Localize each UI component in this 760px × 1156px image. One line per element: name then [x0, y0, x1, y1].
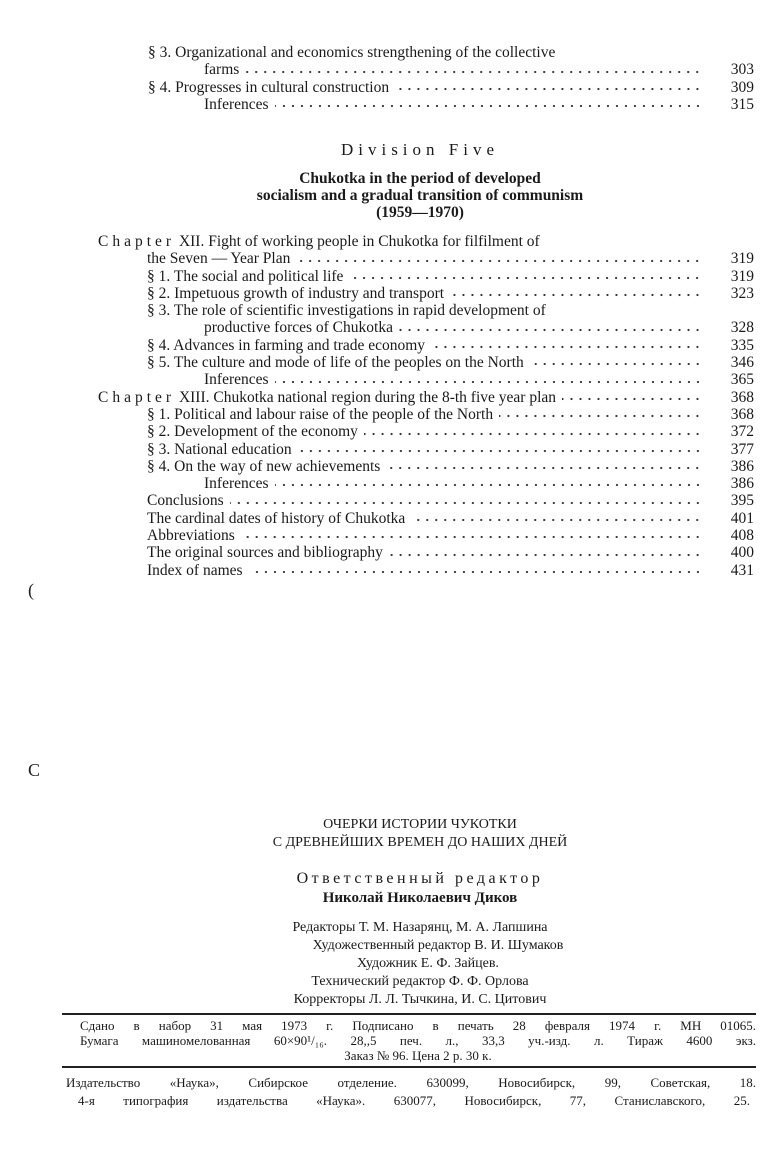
toc-entry-page: 365 [730, 371, 754, 389]
toc-entry-page: 319 [730, 267, 754, 285]
toc-entry [0, 527, 760, 544]
toc-entry [0, 250, 760, 267]
toc-division-five-list [0, 233, 760, 579]
toc-entry [0, 389, 760, 406]
toc-entry [0, 371, 760, 388]
divider-top [62, 1013, 756, 1015]
toc-entry-page: 400 [730, 544, 754, 562]
dot-leader [499, 413, 702, 419]
toc-entry-page: 386 [730, 475, 754, 493]
dot-leader [245, 69, 702, 75]
credits-proofreaders: Корректоры Л. Л. Тычкина, И. С. Цитович [293, 992, 547, 1007]
dot-leader [386, 465, 702, 471]
toc-entry-label [204, 96, 275, 113]
division-title-line-1: Chukotka in the period of developed [299, 170, 541, 187]
toc-entry [0, 354, 760, 371]
publisher-line-2: 4-я типография издательства «Наука». 630077, Новосибирск, 77, Станиславского, 25. [78, 1093, 750, 1108]
toc-entry-page: 303 [730, 61, 754, 79]
toc-entry-page: 328 [730, 319, 754, 337]
stray-mark-paren: ( [28, 580, 34, 600]
dot-leader [389, 552, 702, 558]
toc-entry-text: § 3. National education [147, 440, 292, 458]
toc-entry-page: 319 [730, 250, 754, 268]
toc-entry-text: productive forces of Chukotka [204, 319, 393, 337]
toc-entry-label [147, 354, 530, 371]
toc-entry-text: § 5. The culture and mode of life of the peoples on the North [147, 354, 524, 372]
toc-continued-list [0, 44, 760, 113]
chapter-word: Chapter [98, 233, 176, 250]
dot-leader [431, 344, 702, 350]
toc-entry [0, 285, 760, 302]
toc-entry-text: Inferences [204, 95, 269, 113]
credits-tech-editor: Технический редактор Ф. Ф. Орлова [311, 974, 529, 989]
toc-entry-text: § 3. Organizational and economics strengthening of the collective [148, 44, 556, 61]
toc-entry-label [147, 268, 349, 285]
toc-entry-text: § 3. The role of scientific investigations in rapid development of [147, 302, 546, 320]
dot-leader [450, 292, 702, 298]
toc-entry [0, 562, 760, 579]
dot-leader [399, 327, 702, 333]
toc-entry [0, 492, 760, 509]
toc-entry-page: 401 [730, 509, 754, 527]
toc-entry-label [98, 233, 546, 250]
dot-leader [296, 258, 702, 264]
dot-leader [249, 569, 702, 575]
toc-entry-label [147, 458, 386, 475]
stray-mark-c: C [28, 760, 41, 780]
credits-artist: Художник Е. Ф. Зайцев. [357, 956, 499, 971]
toc-entry-page: 408 [730, 527, 754, 545]
toc-entry-label [147, 337, 431, 354]
toc-entry [0, 406, 760, 423]
toc-entry-label [147, 510, 411, 527]
toc-entry-label [147, 492, 230, 509]
toc-entry-text: XII. Fight of working people in Chukotka for filfilment of [178, 233, 540, 250]
responsible-editor-label: Ответственный редактор [296, 870, 544, 887]
toc-entry-text: the Seven — Year Plan [147, 250, 291, 268]
toc-entry [0, 510, 760, 527]
credits-editors: Редакторы Т. М. Назарянц, М. А. Лапшина [292, 920, 548, 935]
toc-entry-text: The cardinal dates of history of Chukotka [147, 509, 406, 527]
toc-entry-text: Abbreviations [147, 527, 235, 545]
toc-entry-text: XIII. Chukotka national region during the 8-th five year plan [178, 388, 557, 406]
toc-entry-text: Conclusions [147, 492, 224, 510]
publisher-line-1: Издательство «Наука», Сибирское отделение. 630099, Новосибирск, 99, Советская, 18. [66, 1075, 756, 1090]
toc-entry-label [148, 44, 561, 61]
toc-entry-label [147, 302, 552, 319]
toc-entry-page: 377 [730, 440, 754, 458]
dot-leader [230, 500, 702, 506]
toc-entry-label [147, 527, 241, 544]
toc-entry [0, 458, 760, 475]
toc-entry-page: 323 [730, 284, 754, 302]
toc-entry-label [147, 423, 364, 440]
toc-entry-page: 368 [730, 388, 754, 406]
toc-entry-text: § 4. On the way of new achievements [147, 457, 381, 475]
toc-entry-label [147, 562, 249, 579]
dot-leader [530, 361, 702, 367]
toc-entry-text: Inferences [204, 475, 269, 493]
toc-entry-label [147, 250, 296, 267]
dot-leader [364, 431, 702, 437]
toc-entry-page: 368 [730, 405, 754, 423]
toc-entry-label [147, 544, 389, 561]
toc-entry-text: Inferences [204, 371, 269, 389]
toc-entry-label [147, 285, 450, 302]
imprint-line-1: Сдано в набор 31 мая 1973 г. Подписано в печать 28 февраля 1974 г. МН 01065. [80, 1018, 756, 1033]
toc-entry-page: 386 [730, 457, 754, 475]
toc-entry-text: § 4. Progresses in cultural construction [148, 78, 390, 96]
toc-entry-page: 315 [730, 95, 754, 113]
toc-entry-text: § 1. The social and political life [147, 267, 344, 285]
toc-entry-label [148, 79, 395, 96]
toc-entry [0, 79, 760, 96]
dot-leader [275, 482, 702, 488]
toc-entry [0, 233, 760, 250]
dot-leader [562, 396, 702, 402]
toc-entry [0, 61, 760, 78]
toc-entry-text: Index of names [147, 561, 243, 579]
toc-entry [0, 302, 760, 319]
toc-entry-text: § 2. Development of the economy [147, 423, 358, 441]
toc-entry-page: 335 [730, 336, 754, 354]
toc-entry [0, 337, 760, 354]
dot-leader [349, 275, 702, 281]
imprint-line-3: Заказ № 96. Цена 2 р. 30 к. [344, 1048, 492, 1063]
dot-leader [411, 517, 702, 523]
toc-entry-text: § 2. Impetuous growth of industry and transport [147, 284, 445, 302]
chapter-word: Chapter [98, 388, 176, 406]
toc-entry-label [204, 475, 275, 492]
division-heading: Division Five [340, 140, 500, 159]
toc-entry-page: 431 [730, 561, 754, 579]
toc-entry [0, 475, 760, 492]
toc-entry-label [204, 319, 399, 336]
toc-entry-label [147, 406, 499, 423]
dot-leader [275, 379, 702, 385]
toc-entry-page: 309 [730, 78, 754, 96]
toc-entry-page: 395 [730, 492, 754, 510]
toc-entry-label [204, 61, 245, 78]
toc-entry-text: farms [204, 61, 240, 79]
toc-entry-label [147, 441, 298, 458]
toc-entry-text: § 4. Advances in farming and trade economy [147, 336, 426, 354]
dot-leader [275, 103, 702, 109]
dot-leader [298, 448, 702, 454]
book-title-line-1: ОЧЕРКИ ИСТОРИИ ЧУКОТКИ [323, 817, 517, 832]
toc-entry [0, 96, 760, 113]
toc-entry [0, 44, 760, 61]
toc-entry-page: 346 [730, 354, 754, 372]
responsible-editor-name: Николай Николаевич Диков [322, 890, 518, 906]
credits-art-editor: Художественный редактор В. И. Шумаков [312, 938, 564, 953]
division-title-line-2: socialism and a gradual transition of communism [256, 187, 584, 204]
toc-entry-text: § 1. Political and labour raise of the people of the North [147, 405, 494, 423]
book-title-line-2: С ДРЕВНЕЙШИХ ВРЕМЕН ДО НАШИХ ДНЕЙ [272, 835, 568, 850]
toc-entry [0, 423, 760, 440]
dot-leader [241, 534, 702, 540]
dot-leader [395, 86, 702, 92]
division-title-years: (1959—1970) [376, 204, 464, 221]
toc-entry-label [98, 389, 562, 406]
toc-entry [0, 268, 760, 285]
divider-bottom [62, 1066, 756, 1068]
toc-entry-page: 372 [730, 423, 754, 441]
toc-entry [0, 441, 760, 458]
imprint-line-2: Бумага машиномелованная 60×90¹/₁₆. 28,,5 печ. л., 33,3 уч.-изд. л. Тираж 4600 экз. [80, 1033, 756, 1048]
toc-entry [0, 319, 760, 336]
toc-entry [0, 544, 760, 561]
toc-entry-label [204, 371, 275, 388]
toc-entry-text: The original sources and bibliography [147, 544, 383, 562]
